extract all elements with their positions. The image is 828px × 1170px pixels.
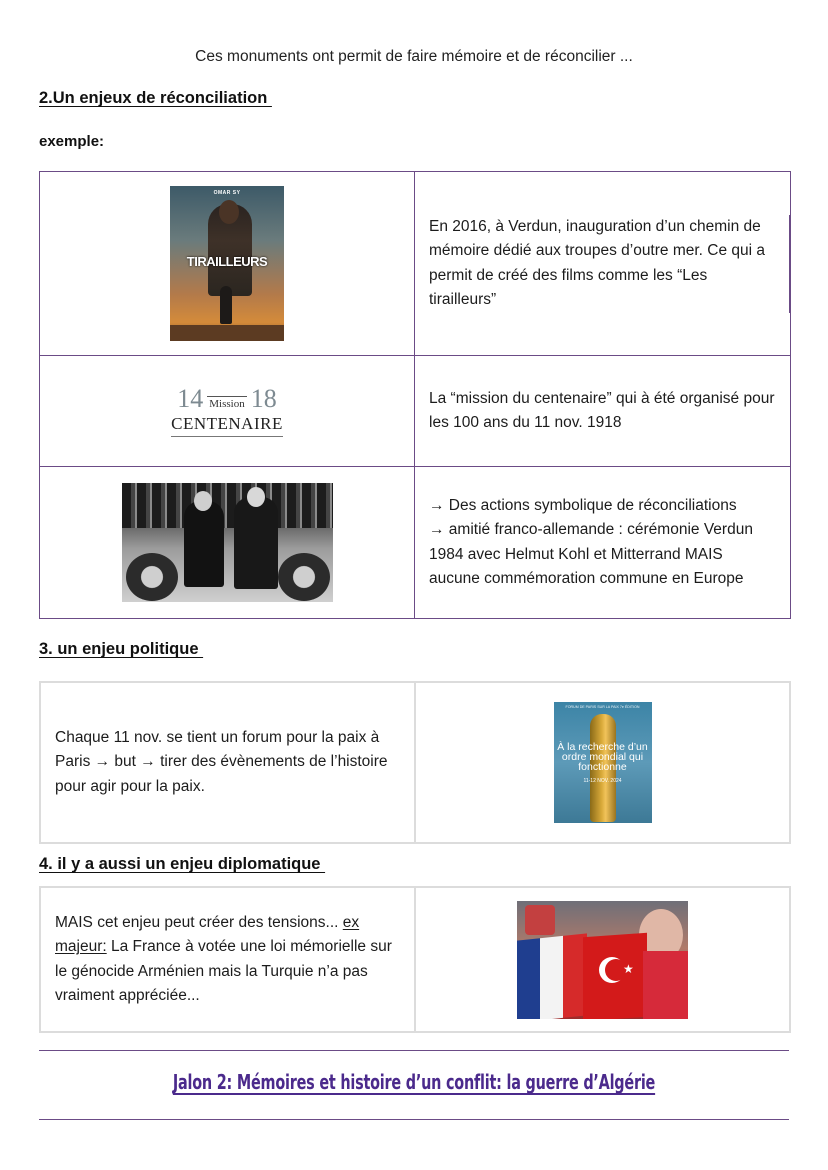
image-cell [415,887,790,1032]
text-start: MAIS cet enjeu peut créer des tensions... [55,913,343,931]
divider [39,1119,789,1120]
table-row [40,682,790,843]
image-cell [40,467,415,619]
text-cell [415,356,791,467]
logo-14: 14 [177,383,204,413]
poster-title: À la recherche d’un ordre mondial qui fonctionne [557,741,648,773]
table-row [40,172,791,356]
logo-mission: Mission [209,397,245,410]
section-heading-politique: 3. un enjeu politique [39,640,204,658]
table-row [40,356,791,467]
poster-date: 11-12 NOV. 2024 [583,778,622,784]
image-cell [40,172,415,356]
politique-table [39,681,791,844]
text-cell [40,682,415,843]
jalon-title: Jalon 2: Mémoires et histoire d’un conflit: la guerre d’Algérie [172,1070,656,1094]
forum-text: Chaque 11 nov. se tient un forum pour la paix à Paris → but → tirer des évènements de l’histoire pour agir pour la paix. [55,728,388,795]
forum-paix-poster [554,702,652,823]
reconciliation-line-2: → amitié franco-allemande : cérémonie Verdun 1984 avec Helmut Kohl et Mitterrand MAIS aucune commémoration commune en Europe [429,521,753,587]
tirailleurs-text: En 2016, à Verdun, inauguration d’un chemin de mémoire dédié aux troupes d’outre mer. Ce qui a permit de créé des films comme les “Les tirailleurs” [429,217,766,308]
diplomatique-table [39,886,791,1033]
table-row [40,887,790,1032]
poster-edition: FORUM DE PARIS SUR LA PAIX 7e ÉDITION [565,705,640,709]
table-row [40,467,791,619]
text-cell [40,887,415,1032]
flags-photo: ★ [517,901,688,1019]
centenaire-logo [171,383,283,437]
example-label: exemple: [39,133,105,150]
verdun-1984-photo [122,483,333,602]
poster-actor-name: OMAR SY [213,190,241,196]
centenaire-text: La “mission du centenaire” qui à été organisé pour les 100 ans du 11 nov. 1918 [429,389,775,431]
section-heading-reconciliation: 2.Un enjeux de réconciliation [39,89,272,107]
text-cell [415,172,791,356]
image-cell [40,356,415,467]
image-cell [415,682,790,843]
text-end: La France à votée une loi mémorielle sur le génocide Arménien mais la Turquie n’a pas vraiment appréciée... [55,938,392,1004]
section-heading-diplomatique: 4. il y a aussi un enjeu diplomatique [39,855,326,873]
logo-18: 18 [250,383,277,413]
reconciliation-table [39,171,791,619]
intro-text: Ces monuments ont permit de faire mémoire et de réconcilier ... [195,48,633,65]
poster-title: TIRAILLEURS [186,254,268,269]
text-cell [415,467,791,619]
ex-majeur: ex majeur: [55,913,360,955]
tirailleurs-poster [170,186,284,341]
divider [39,1050,789,1051]
diplomatique-text [55,911,400,1009]
reconciliation-line-1: → Des actions symbolique de réconciliations [429,496,737,514]
logo-centenaire: CENTENAIRE [171,414,283,437]
